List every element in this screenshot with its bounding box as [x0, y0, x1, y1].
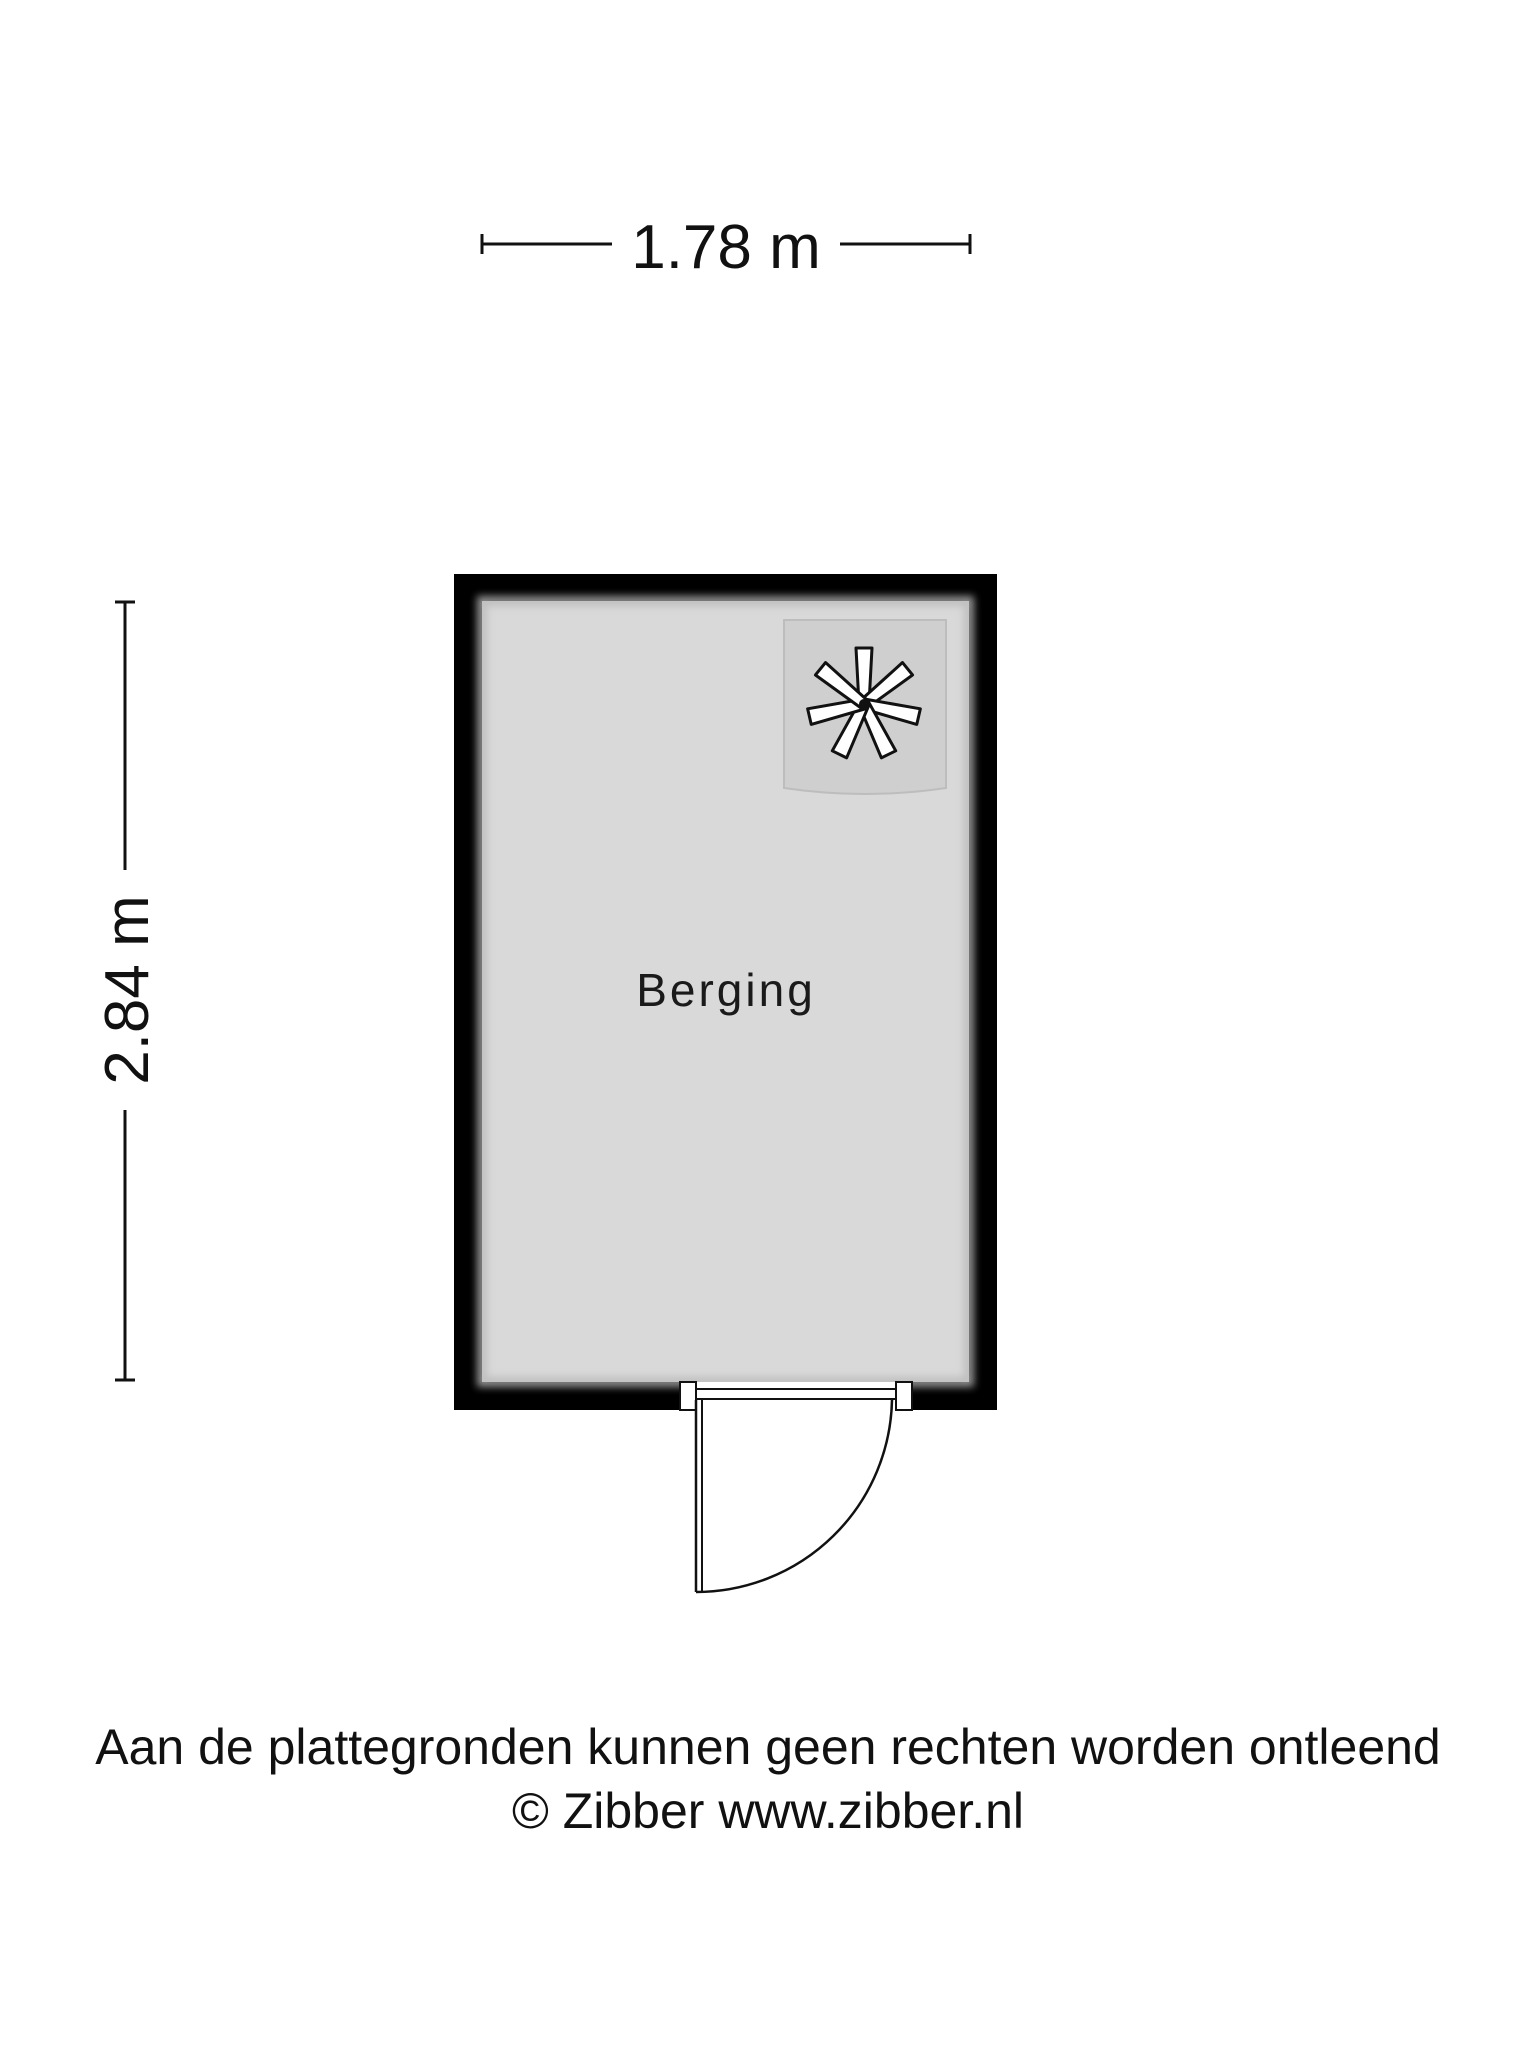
height-dimension [93, 602, 162, 1380]
copyright-text: © Zibber www.zibber.nl [511, 1783, 1025, 1839]
width-dimension [482, 213, 970, 282]
fan-star-icon [784, 620, 946, 794]
height-label: 2.84 m [93, 895, 162, 1085]
door-swing-icon [696, 1400, 892, 1592]
door-opening [680, 1382, 912, 1410]
width-label: 1.78 m [631, 213, 821, 282]
door-frame-right [896, 1382, 912, 1410]
room-label: Berging [636, 964, 816, 1016]
door-frame-left [680, 1382, 696, 1410]
disclaimer-text: Aan de plattegronden kunnen geen rechten worden ontleend [95, 1719, 1441, 1775]
